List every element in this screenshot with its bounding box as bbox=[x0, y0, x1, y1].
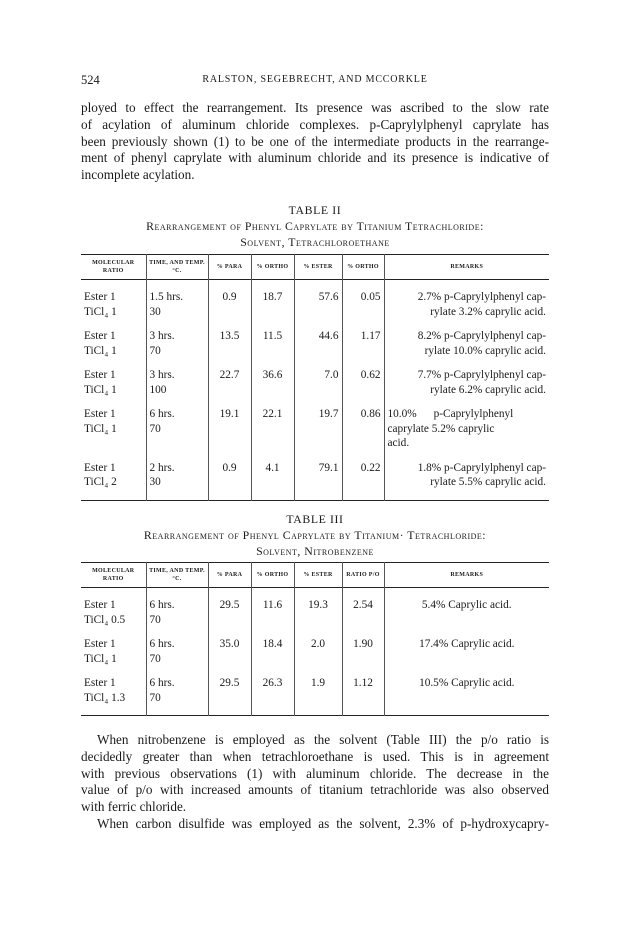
text-line: incomplete acylation. bbox=[81, 167, 195, 183]
ratio-cell: Ester 1 TiCl₄ 1 bbox=[81, 290, 146, 319]
time-cell: 3 hrs. 100 bbox=[146, 368, 208, 397]
para-cell: 35.0 bbox=[208, 637, 251, 666]
ester-cell: 2.0 bbox=[294, 637, 342, 666]
po-ratio-cell: 1.90 bbox=[342, 637, 384, 666]
ortho2-cell: 0.22 bbox=[342, 461, 384, 490]
ortho-cell: 22.1 bbox=[251, 407, 294, 451]
time-cell: 1.5 hrs. 30 bbox=[146, 290, 208, 319]
table2-header-row bbox=[81, 255, 549, 280]
para-cell: 0.9 bbox=[208, 290, 251, 319]
table2-header-cell: % ORTHO bbox=[251, 255, 294, 280]
table3-header-cell: RATIO P/O bbox=[342, 563, 384, 588]
time-cell: 6 hrs. 70 bbox=[146, 676, 208, 705]
ratio-cell: Ester 1 TiCl₄ 1.3 bbox=[81, 676, 146, 705]
table-row bbox=[81, 290, 549, 319]
para-cell: 29.5 bbox=[208, 676, 251, 705]
remarks-cell: 7.7% p-Caprylylphenyl cap- rylate 6.2% caprylic acid. bbox=[417, 369, 546, 396]
remarks-cell: 17.4% Caprylic acid. bbox=[419, 638, 515, 650]
ester-cell: 19.7 bbox=[294, 407, 342, 451]
ratio-cell: Ester 1 TiCl₄ 2 bbox=[81, 461, 146, 490]
table2-header-cell: REMARKS bbox=[450, 264, 484, 270]
time-cell: 6 hrs. 70 bbox=[146, 598, 208, 627]
final-line: When carbon disulfide was employed as the solvent, 2.3% of p-hydroxycapry- bbox=[97, 815, 549, 831]
ratio-cell: Ester 1 TiCl₄ 1 bbox=[81, 407, 146, 451]
ester-cell: 57.6 bbox=[294, 290, 342, 319]
page-number: 524 bbox=[81, 73, 100, 87]
remarks-cell: 10.0% p-Caprylylphenyl caprylate 5.2% caprylic acid. bbox=[387, 408, 514, 449]
remarks-cell: 5.4% Caprylic acid. bbox=[421, 599, 512, 611]
table3-header-cell: MOLECULAR RATIO bbox=[81, 563, 146, 588]
ortho-cell: 4.1 bbox=[251, 461, 294, 490]
time-cell: 2 hrs. 30 bbox=[146, 461, 208, 490]
table2-caption-line2: Solvent, Tetrachloroethane bbox=[240, 235, 390, 249]
ortho2-cell: 1.17 bbox=[342, 329, 384, 358]
table3-header-cell: % PARA bbox=[208, 563, 251, 588]
ortho-cell: 18.4 bbox=[251, 637, 294, 666]
text-line: value of p/o with increased amounts of titanium tetrachloride was also observed bbox=[81, 782, 549, 798]
table-row bbox=[81, 637, 549, 666]
ortho-cell: 11.6 bbox=[251, 598, 294, 627]
time-cell: 6 hrs. 70 bbox=[146, 637, 208, 666]
remarks-cell: 1.8% p-Caprylylphenyl cap- rylate 5.5% caprylic acid. bbox=[417, 461, 546, 488]
table3-header-cell: % ORTHO bbox=[251, 563, 294, 588]
table-row bbox=[81, 598, 549, 627]
po-ratio-cell: 2.54 bbox=[342, 598, 384, 627]
table3-header-cell: TIME, AND TEMP. °C. bbox=[146, 563, 208, 588]
table-row bbox=[81, 676, 549, 705]
table3-header-cell: % ESTER bbox=[294, 563, 342, 588]
table2-caption bbox=[81, 202, 549, 250]
para-cell: 19.1 bbox=[208, 407, 251, 451]
table-row bbox=[81, 407, 549, 451]
table3-caption-line2: Solvent, Nitrobenzene bbox=[256, 544, 374, 558]
remarks-cell: 2.7% p-Caprylylphenyl cap- rylate 3.2% caprylic acid. bbox=[417, 291, 546, 318]
para-cell: 22.7 bbox=[208, 368, 251, 397]
ester-cell: 79.1 bbox=[294, 461, 342, 490]
table3-header-row bbox=[81, 563, 549, 588]
text-line: been previously shown (1) to be one of the intermediate products in the rearrange- bbox=[81, 133, 549, 149]
ratio-cell: Ester 1 TiCl₄ 0.5 bbox=[81, 598, 146, 627]
table2-header-cell: TIME, AND TEMP. °C. bbox=[146, 255, 208, 280]
ortho-cell: 26.3 bbox=[251, 676, 294, 705]
text-line: of acylation of aluminum chloride complexes. p-Caprylylphenyl caprylate has bbox=[81, 116, 549, 132]
ortho2-cell: 0.86 bbox=[342, 407, 384, 451]
ester-cell: 44.6 bbox=[294, 329, 342, 358]
para-cell: 13.5 bbox=[208, 329, 251, 358]
table-row bbox=[81, 368, 549, 397]
text-line: When nitrobenzene is employed as the solvent (Table III) the p/o ratio is bbox=[97, 732, 549, 747]
ortho2-cell: 0.62 bbox=[342, 368, 384, 397]
intro-paragraph bbox=[81, 100, 549, 184]
closing-paragraph bbox=[81, 732, 549, 833]
table3-label: TABLE III bbox=[286, 512, 344, 526]
table2-header-cell: % ESTER bbox=[294, 255, 342, 280]
para-cell: 29.5 bbox=[208, 598, 251, 627]
table-row bbox=[81, 461, 549, 490]
text-line: decidedly greater than when tetrachloroethane is used. This is in agreement bbox=[81, 748, 549, 764]
table2-label: TABLE II bbox=[288, 203, 342, 217]
table3-header-cell: REMARKS bbox=[450, 572, 484, 578]
table2-header-cell: % PARA bbox=[208, 255, 251, 280]
text-line: with previous observations (1) with aluminum chloride. The decrease in the bbox=[81, 765, 549, 781]
remarks-cell: 10.5% Caprylic acid. bbox=[419, 677, 515, 689]
running-head: RALSTON, SEGEBRECHT, AND MCCORKLE bbox=[202, 74, 428, 85]
ester-cell: 7.0 bbox=[294, 368, 342, 397]
time-cell: 6 hrs. 70 bbox=[146, 407, 208, 451]
table3-caption bbox=[81, 511, 549, 559]
remarks-cell: 8.2% p-Caprylylphenyl cap- rylate 10.0% caprylic acid. bbox=[417, 330, 546, 357]
time-cell: 3 hrs. 70 bbox=[146, 329, 208, 358]
ester-cell: 1.9 bbox=[294, 676, 342, 705]
table2-header-cell: % ORTHO bbox=[342, 255, 384, 280]
table2 bbox=[81, 254, 549, 501]
ratio-cell: Ester 1 TiCl₄ 1 bbox=[81, 329, 146, 358]
ortho-cell: 11.5 bbox=[251, 329, 294, 358]
text-line: ployed to effect the rearrangement. Its presence was ascribed to the slow rate bbox=[81, 100, 549, 115]
page-header bbox=[81, 73, 549, 89]
table-row bbox=[81, 329, 549, 358]
ortho-cell: 18.7 bbox=[251, 290, 294, 319]
ester-cell: 19.3 bbox=[294, 598, 342, 627]
text-line: with ferric chloride. bbox=[81, 799, 187, 815]
para-cell: 0.9 bbox=[208, 461, 251, 490]
ortho-cell: 36.6 bbox=[251, 368, 294, 397]
po-ratio-cell: 1.12 bbox=[342, 676, 384, 705]
table3-caption-line1: Rearrangement of Phenyl Caprylate by Titanium· Tetrachloride: bbox=[143, 528, 487, 542]
ratio-cell: Ester 1 TiCl₄ 1 bbox=[81, 368, 146, 397]
table2-header-cell: MOLECULAR RATIO bbox=[81, 255, 146, 280]
text-line: ment of phenyl caprylate with aluminum chloride and its presence is indicative of bbox=[81, 150, 549, 166]
ratio-cell: Ester 1 TiCl₄ 1 bbox=[81, 637, 146, 666]
table2-caption-line1: Rearrangement of Phenyl Caprylate by Titanium Tetrachloride: bbox=[146, 219, 484, 233]
ortho2-cell: 0.05 bbox=[342, 290, 384, 319]
table3 bbox=[81, 562, 549, 716]
